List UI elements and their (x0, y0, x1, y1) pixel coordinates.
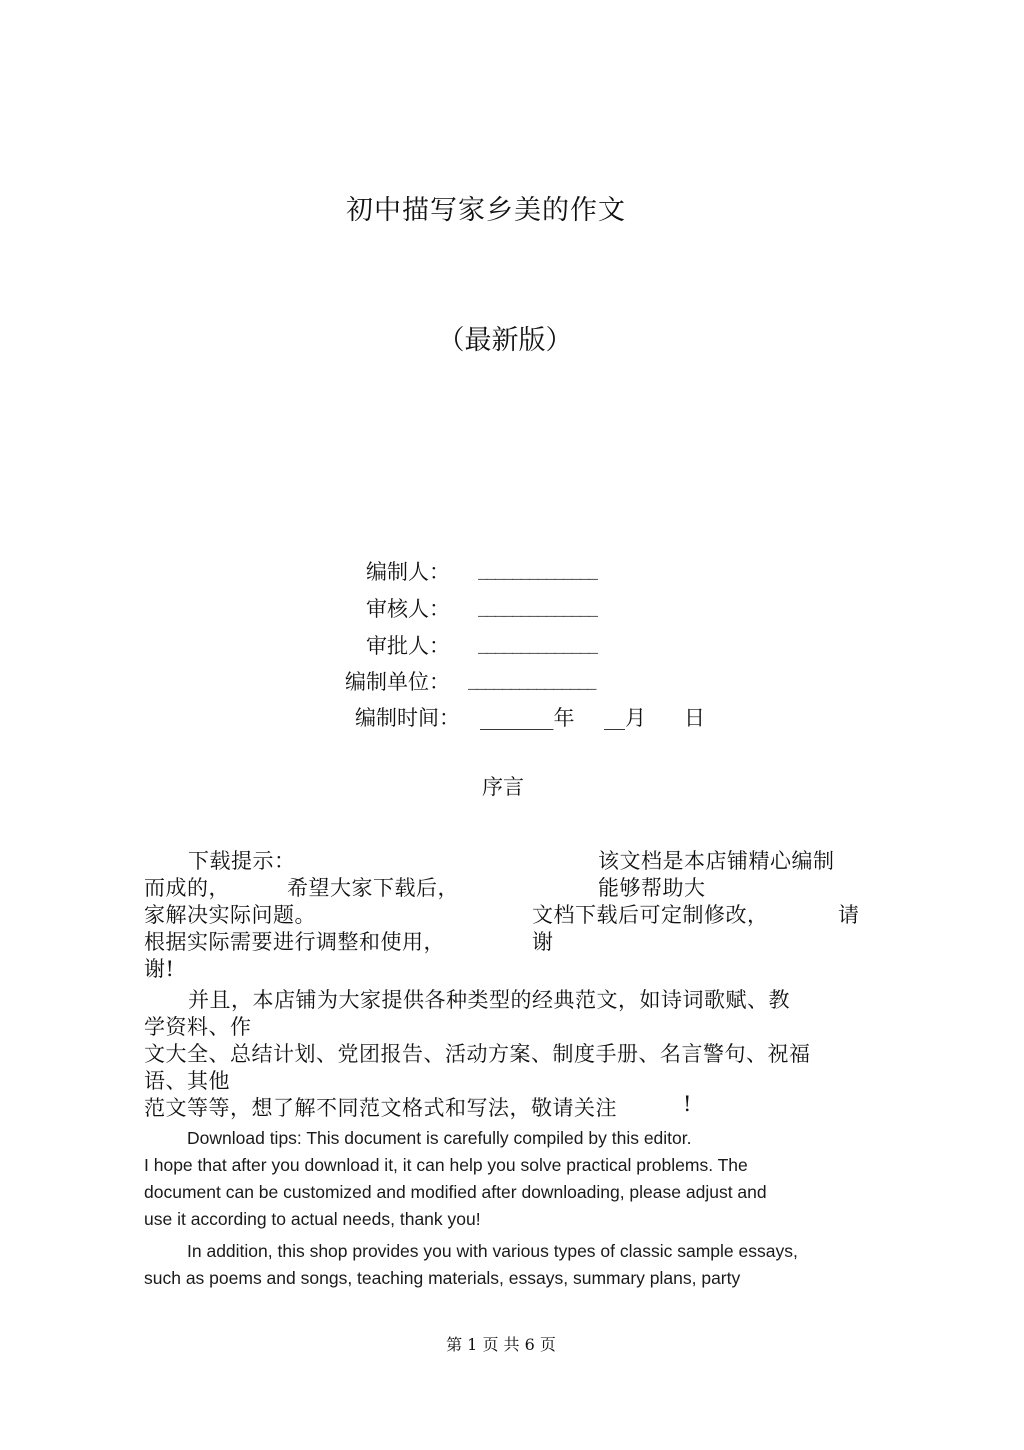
tips-cn-line: 而成的， (144, 876, 230, 900)
shop-cn-line: ! (683, 1092, 692, 1116)
document-title: 初中描写家乡美的作文 (346, 195, 626, 226)
tips-cn-line: 能够帮助大 (598, 876, 706, 900)
field-line-unit: _______________ (468, 668, 596, 690)
shop-cn-line: 语、其他 (144, 1069, 230, 1093)
tips-cn-line: 该文档是本店铺精心编制 (598, 849, 835, 873)
field-label-reviewer: 审核人： (366, 597, 450, 621)
shop-en-line: In addition, this shop provides you with various types of classic sample essays, (187, 1241, 798, 1261)
shop-cn-line: 并且，本店铺为大家提供各种类型的经典范文，如诗词歌赋、教 (188, 988, 790, 1012)
shop-cn-line: 范文等等，想了解不同范文格式和写法，敬请关注 (144, 1096, 617, 1120)
field-label-approver: 审批人： (366, 634, 450, 658)
shop-cn-line: 学资料、作 (144, 1015, 252, 1039)
page-number: 第 1 页 共 6 页 (446, 1335, 556, 1354)
preface-heading: 序言 (482, 775, 524, 799)
tips-cn-line: 请 (838, 903, 860, 927)
field-line-approver: ______________ (478, 632, 597, 654)
document-subtitle: （最新版） (437, 325, 573, 356)
field-label-date: 编制时间： (355, 706, 460, 730)
tips-en-line: Download tips: This document is carefully compiled by this editor. (187, 1128, 692, 1148)
field-line-reviewer: ______________ (478, 595, 597, 617)
tips-en-line: I hope that after you download it, it can help you solve practical problems. The (144, 1155, 748, 1175)
tips-cn-line: 谢 (532, 930, 554, 954)
field-label-unit: 编制单位： (345, 670, 450, 694)
shop-cn-line: 文大全、总结计划、党团报告、活动方案、制度手册、名言警句、祝福 (144, 1042, 811, 1066)
tips-cn-line: 谢! (144, 957, 175, 981)
tips-cn-line: 家解决实际问题。 (144, 903, 316, 927)
field-line-compiler: ______________ (478, 558, 597, 580)
tips-en-line: document can be customized and modified after downloading, please adjust and (144, 1182, 767, 1202)
tips-cn-line: 文档下载后可定制修改， (532, 903, 769, 927)
tips-cn-line: 下载提示： (188, 849, 296, 873)
tips-en-line: use it according to actual needs, thank you! (144, 1209, 481, 1229)
tips-cn-line: 希望大家下载后， (287, 876, 459, 900)
field-date-month: __月 (604, 706, 646, 730)
field-date-year: _______年 (480, 706, 575, 730)
tips-cn-line: 根据实际需要进行调整和使用， (144, 930, 445, 954)
field-label-compiler: 编制人： (366, 560, 450, 584)
shop-en-line: such as poems and songs, teaching materials, essays, summary plans, party (144, 1268, 741, 1288)
field-date-day: 日 (684, 706, 705, 730)
